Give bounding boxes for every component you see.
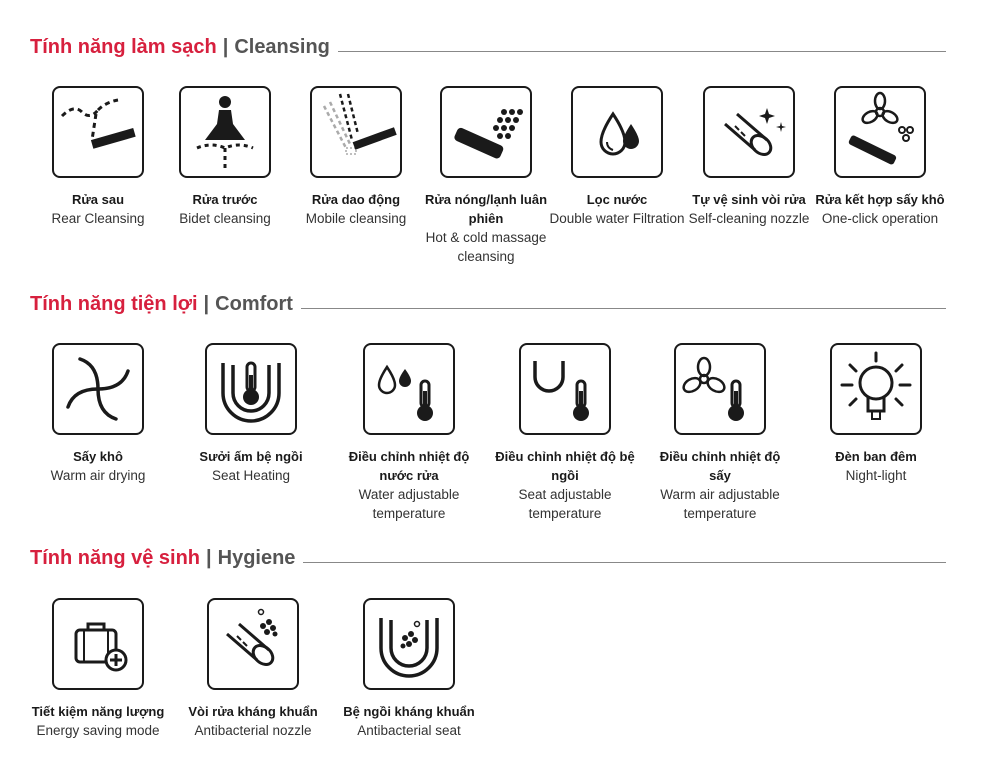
rear-cleansing-icon — [52, 86, 144, 178]
feature-en-label: Energy saving mode — [36, 723, 160, 738]
massage-cleansing-icon — [440, 86, 532, 178]
seat-heating-icon — [205, 343, 297, 435]
section-title-en: Cleansing — [234, 35, 330, 58]
feature-vn-label: Sưởi ấm bệ ngồi — [199, 449, 303, 464]
feature-vn-label: Tiết kiệm năng lượng — [31, 704, 165, 719]
section-title-en: Hygiene — [217, 546, 296, 569]
feature-water-filtration — [547, 86, 687, 228]
feature-vn-label: Điều chỉnh nhiệt độ sấy — [659, 449, 781, 483]
feature-vn-label: Rửa kết hợp sấy khô — [815, 192, 945, 207]
feature-vn-label: Rửa nóng/lạnh luân phiên — [424, 192, 548, 226]
feature-en-label: Antibacterial nozzle — [194, 723, 312, 738]
feature-vn-label: Rửa trước — [192, 192, 258, 207]
bidet-cleansing-icon — [179, 86, 271, 178]
feature-vn-label: Vòi rửa kháng khuẩn — [188, 704, 318, 719]
feature-en-label: Hot & cold massage cleansing — [425, 230, 547, 264]
feature-vn-label: Lọc nước — [586, 192, 648, 207]
section-header-cleansing — [30, 33, 946, 61]
self-cleaning-nozzle-icon — [703, 86, 795, 178]
feature-vn-label: Tự vệ sinh vòi rửa — [692, 192, 806, 207]
feature-vn-label: Đèn ban đêm — [835, 449, 917, 464]
feature-vn-label: Rửa dao động — [311, 192, 401, 207]
feature-one-click — [810, 86, 950, 228]
section-rule — [301, 308, 946, 309]
feature-en-label: Water adjustable temperature — [358, 487, 460, 521]
feature-energy-saving — [28, 598, 168, 740]
feature-en-label: Warm air drying — [50, 468, 146, 483]
feature-en-label: Rear Cleansing — [51, 211, 145, 226]
mobile-cleansing-icon — [310, 86, 402, 178]
feature-warm-air-drying — [28, 343, 168, 485]
night-light-icon — [830, 343, 922, 435]
antibacterial-nozzle-icon — [207, 598, 299, 690]
section-separator: | — [222, 35, 229, 58]
water-temperature-icon — [363, 343, 455, 435]
warm-air-drying-icon — [52, 343, 144, 435]
section-title-en: Comfort — [215, 292, 293, 315]
feature-seat-temperature — [495, 343, 635, 523]
feature-seat-heating — [181, 343, 321, 485]
feature-en-label: Night-light — [845, 468, 907, 483]
feature-vn-label: Điều chỉnh nhiệt độ bệ ngồi — [495, 449, 635, 483]
feature-en-label: One-click operation — [821, 211, 939, 226]
section-rule — [303, 562, 946, 563]
feature-vn-label: Bệ ngồi kháng khuẩn — [343, 704, 475, 719]
feature-antibacterial-seat — [339, 598, 479, 740]
feature-en-label: Mobile cleansing — [305, 211, 407, 226]
feature-vn-label: Điều chỉnh nhiệt độ nước rửa — [348, 449, 470, 483]
section-separator: | — [203, 292, 210, 315]
section-title-vn: Tính năng làm sạch — [30, 35, 217, 58]
feature-self-cleaning-nozzle — [679, 86, 819, 228]
energy-saving-icon — [52, 598, 144, 690]
feature-en-label: Double water Filtration — [549, 211, 685, 226]
section-separator: | — [206, 546, 212, 569]
feature-en-label: Bidet cleansing — [179, 211, 271, 226]
section-header-comfort — [30, 290, 946, 318]
feature-antibacterial-nozzle — [183, 598, 323, 740]
feature-night-light — [806, 343, 946, 485]
feature-en-label: Warm air adjustable temperature — [660, 487, 780, 521]
section-header-hygiene — [30, 544, 946, 572]
air-temperature-icon — [674, 343, 766, 435]
feature-en-label: Self-cleaning nozzle — [688, 211, 810, 226]
section-rule — [338, 51, 946, 52]
one-click-icon — [834, 86, 926, 178]
feature-bidet-cleansing — [155, 86, 295, 228]
feature-massage-cleansing — [416, 86, 556, 266]
antibacterial-seat-icon — [363, 598, 455, 690]
feature-en-label: Seat Heating — [211, 468, 291, 483]
feature-en-label: Seat adjustable temperature — [518, 487, 612, 521]
section-title-vn: Tính năng vệ sinh — [30, 546, 201, 569]
water-filtration-icon — [571, 86, 663, 178]
feature-vn-label: Rửa sau — [71, 192, 125, 207]
feature-vn-label: Sấy khô — [73, 449, 123, 464]
feature-air-temperature — [650, 343, 790, 523]
section-title-vn: Tính năng tiện lợi — [30, 292, 198, 315]
feature-rear-cleansing — [28, 86, 168, 228]
seat-temperature-icon — [519, 343, 611, 435]
feature-mobile-cleansing — [286, 86, 426, 228]
feature-water-temperature — [339, 343, 479, 523]
feature-en-label: Antibacterial seat — [357, 723, 461, 738]
